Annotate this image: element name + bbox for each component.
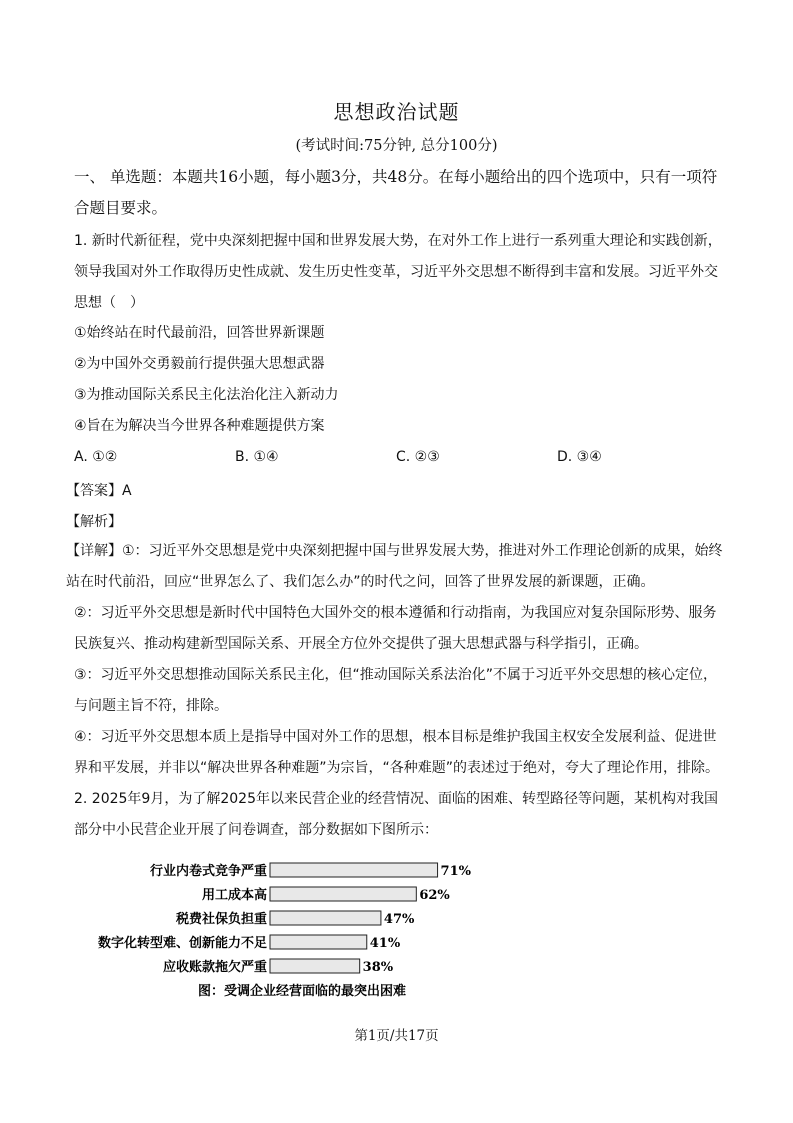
statement-2: ②为中国外交勇毅前行提供强大思想武器 [74, 356, 325, 372]
detail-3: ③：习近平外交思想推动国际关系民主化，但“推动国际关系法治化”不属于习近平外交思想的核心定位，与问题主旨不符，排除。 [74, 667, 718, 714]
exam-info: (考试时间:75分钟, 总分100分) [295, 138, 498, 154]
difficulty-bar-chart [74, 855, 534, 1005]
value-label: 71% [440, 864, 472, 879]
bar [270, 911, 381, 925]
statement-4: ④旨在为解决当今世界各种难题提供方案 [74, 418, 325, 434]
value-label: 41% [369, 936, 401, 951]
section-heading: 一、 单选题：本题共16小题，每小题3分，共48分。在每小题给出的四个选项中，只有一项符合题目要求。 [74, 168, 718, 217]
option-d: D. ③④ [557, 449, 602, 465]
page-number: 第1页/共17页 [354, 1028, 439, 1044]
detail-1: 【详解】①：习近平外交思想是党中央深刻把握中国与世界发展大势，推进对外工作理论创新的成果，始终站在时代前沿，回应“世界怎么了、我们怎么办”的时代之问，回答了世界发展的新课题，正确。 [66, 543, 723, 590]
option-a: A. ①② [74, 449, 118, 465]
question-1-stem: 1. 新时代新征程，党中央深刻把握中国和世界发展大势，在对外工作上进行一系列重大理论和实践创新，领导我国对外工作取得历史性成就、发生历史性变革，习近平外交思想不断得到丰富和发展。习近平外交思想（ ） [74, 233, 722, 311]
value-label: 62% [419, 888, 450, 903]
question-2-stem: 2. 2025年9月，为了解2025年以来民营企业的经营情况、面临的困难、转型路径等问题，某机构对我国部分中小民营企业开展了问卷调查，部分数据如下图所示： [74, 791, 718, 838]
page-title: 思想政治试题 [333, 100, 460, 124]
answer-label: 【答案】A [66, 483, 132, 499]
category-label: 税费社保负担重 [175, 912, 267, 927]
option-c: C. ②③ [396, 449, 440, 465]
bar [270, 959, 360, 973]
statement-1: ①始终站在时代最前沿，回答世界新课题 [74, 325, 325, 341]
category-label: 行业内卷式竞争严重 [149, 864, 267, 879]
bar [270, 935, 367, 949]
chart-caption: 图：受调企业经营面临的最突出困难 [197, 984, 407, 999]
statement-3: ③为推动国际关系民主化法治化注入新动力 [74, 387, 339, 403]
bar [270, 887, 416, 901]
value-label: 47% [383, 912, 415, 927]
category-label: 用工成本高 [201, 888, 267, 903]
analysis-label: 【解析】 [66, 514, 122, 530]
value-label: 38% [362, 960, 394, 975]
option-b: B. ①④ [235, 449, 279, 465]
detail-2: ②：习近平外交思想是新时代中国特色大国外交的根本遵循和行动指南，为我国应对复杂国际形势、服务民族复兴、推动构建新型国际关系、开展全方位外交提供了强大思想武器与科学指引，正确。 [74, 605, 717, 652]
bar [270, 863, 438, 877]
category-label: 应收账款拖欠严重 [162, 960, 267, 975]
detail-4: ④：习近平外交思想本质上是指导中国对外工作的思想，根本目标是维护我国主权安全发展利益、促进世界和平发展，并非以“解决世界各种难题”为宗旨，“各种难题”的表述过于绝对，夸大了理论作用，排除。 [74, 729, 720, 776]
category-label: 数字化转型难、创新能力不足 [97, 936, 267, 951]
